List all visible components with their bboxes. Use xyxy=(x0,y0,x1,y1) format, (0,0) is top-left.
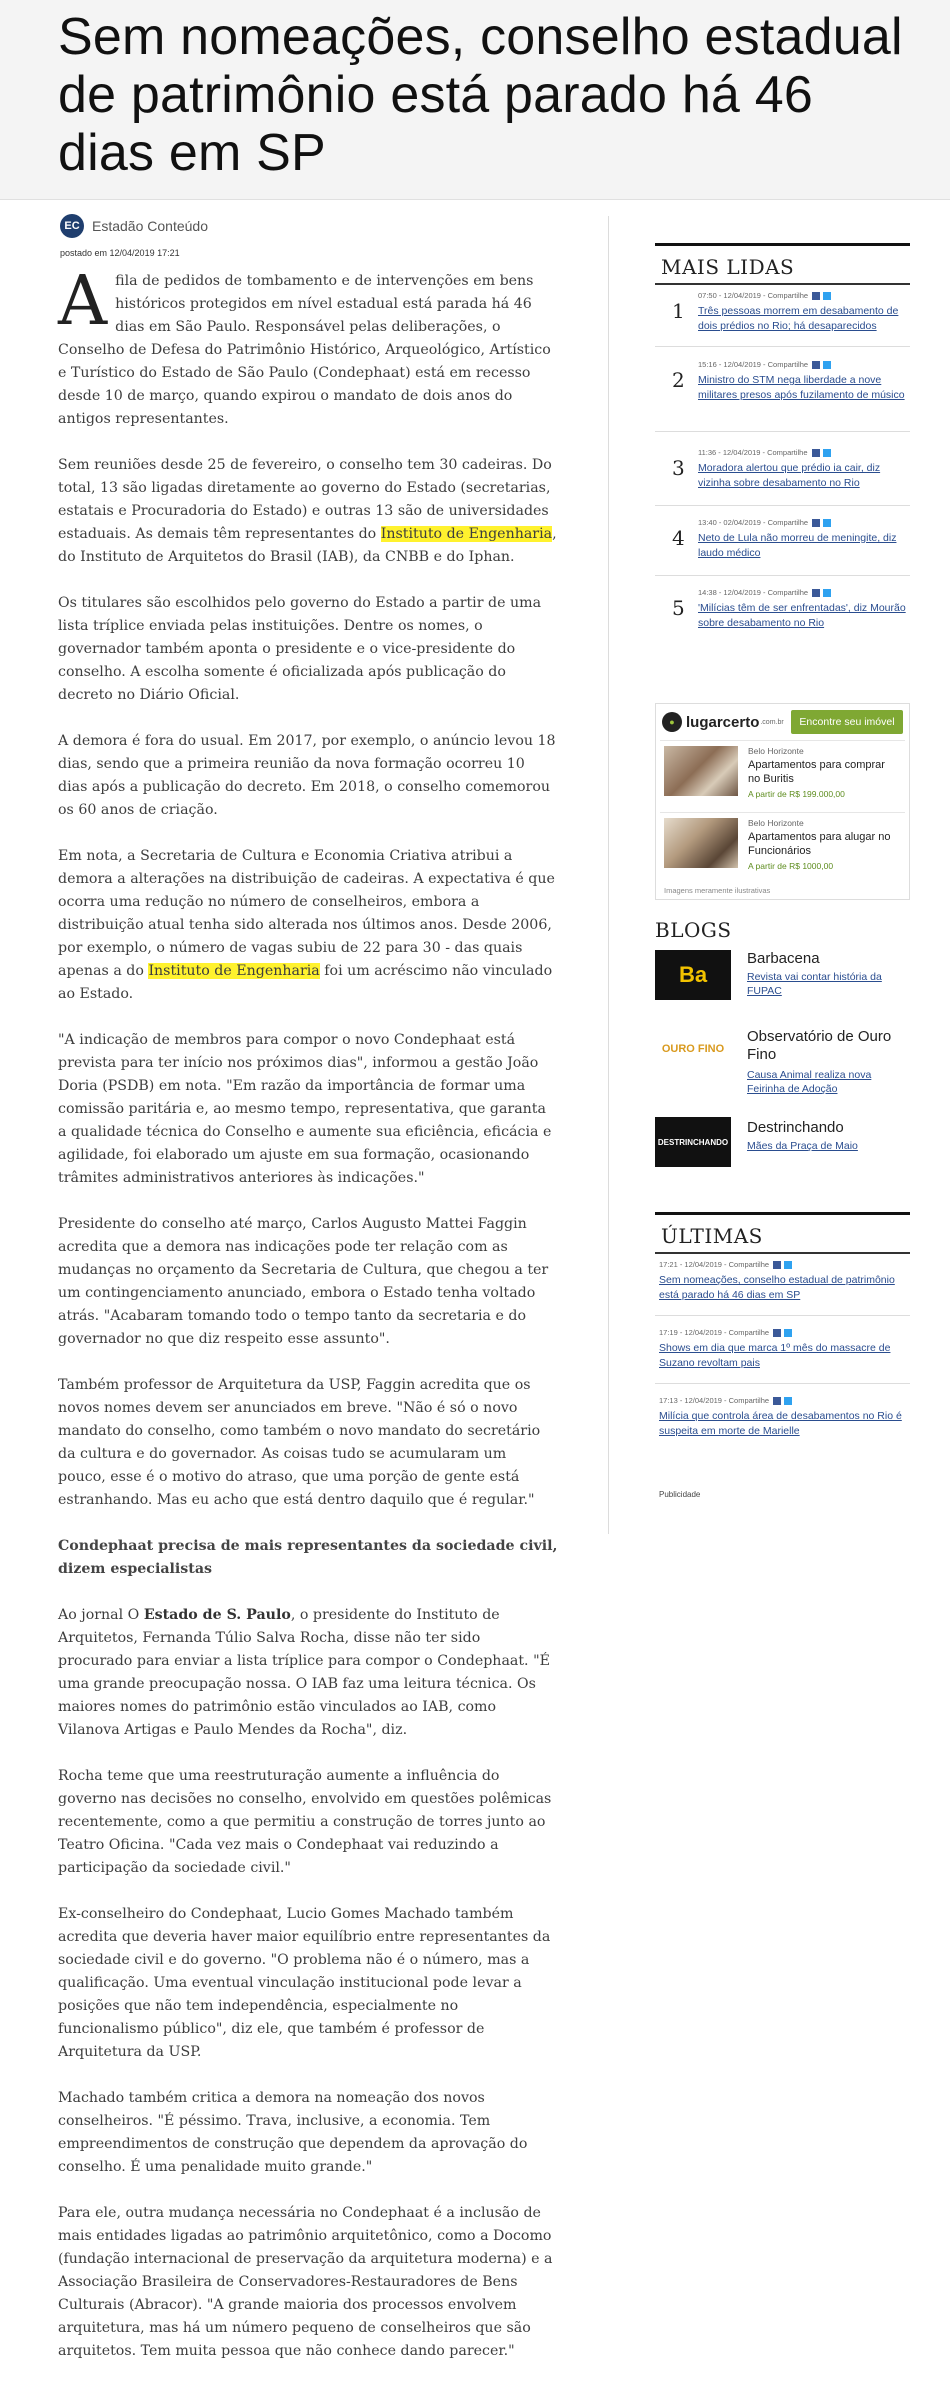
item-meta xyxy=(698,588,831,597)
blog-name[interactable]: Destrinchando xyxy=(747,1119,844,1136)
rank-number: 1 xyxy=(672,299,685,323)
blog-item[interactable] xyxy=(655,1117,910,1171)
blog-item[interactable] xyxy=(655,1028,910,1098)
twitter-icon[interactable] xyxy=(823,361,831,369)
column-divider xyxy=(608,216,609,1534)
lugarcerto-logo[interactable] xyxy=(662,712,784,732)
ad-disclaimer: Imagens meramente ilustrativas xyxy=(664,886,771,895)
paragraph: Ex-conselheiro do Condephaat, Lucio Gomes Machado também acredita que deveria haver maior equilíbrio entre representantes da sociedade civil e do governo. "O problema não é o número, mas a qualificação. Uma eventual vinculação institucional pode levar a posições que não tem independência, especialmente no funcionalismo público", diz ele, que também é professor de Arquitetura da USP. xyxy=(58,1906,551,2060)
latest-item[interactable] xyxy=(655,1390,910,1452)
twitter-icon[interactable] xyxy=(823,589,831,597)
twitter-icon[interactable] xyxy=(823,449,831,457)
blog-logo[interactable]: DESTRINCHANDO xyxy=(655,1117,731,1167)
item-meta xyxy=(659,1260,792,1269)
logo-domain: .com.br xyxy=(760,718,784,726)
most-read-title: MAIS LIDAS xyxy=(661,255,795,279)
latest-link[interactable]: Shows em dia que marca 1º mês do massacre de Suzano revoltam pais xyxy=(659,1342,891,1369)
item-meta xyxy=(659,1328,792,1337)
paragraph: Machado também critica a demora na nomeação dos novos conselheiros. "É péssimo. Trava, inclusive, a economia. Tem empreendimentos de construção que dependem da aprovação do conselho. É uma penalidade muito grande." xyxy=(58,2090,528,2175)
most-read-item[interactable] xyxy=(655,582,910,646)
most-read-link[interactable]: Três pessoas morrem em desabamento de dois prédios no Rio; há desaparecidos xyxy=(698,305,899,332)
meta-text: 14:38 - 12/04/2019 - Compartilhe xyxy=(698,588,809,597)
rank-number: 3 xyxy=(672,456,685,480)
logo-text: lugarcerto xyxy=(686,713,760,731)
blog-post-link[interactable]: Revista vai contar história da FUPAC xyxy=(747,971,882,997)
item-meta xyxy=(698,360,831,369)
latest-item[interactable] xyxy=(655,1254,910,1316)
blog-post-link[interactable]: Causa Animal realiza nova Feirinha de Adoção xyxy=(747,1069,872,1095)
highlight-link[interactable]: Instituto de Engenharia xyxy=(380,526,553,542)
most-read-item[interactable] xyxy=(655,354,910,432)
listing-city: Belo Horizonte xyxy=(748,818,804,828)
paragraph xyxy=(58,1604,558,1742)
item-meta xyxy=(698,448,831,457)
most-read-item[interactable] xyxy=(655,512,910,576)
twitter-icon[interactable] xyxy=(823,292,831,300)
paragraph-text: , o presidente do Instituto de Arquitetos, Fernanda Túlio Salva Rocha, disse não ter sido procurado para enviar a lista tríplice para compor o Condephaat. "É uma grande preocupação nossa. O IAB faz uma leitura técnica. Os maiores nomes do patrimônio estão vinculados ao IAB, como Vilanova Artigas e Paulo Mendes da Rocha", diz. xyxy=(58,1607,550,1738)
blogs-title: BLOGS xyxy=(655,918,732,942)
twitter-icon[interactable] xyxy=(823,519,831,527)
drop-cap: A xyxy=(58,262,108,341)
blog-name[interactable]: Observatório de Ouro Fino xyxy=(747,1028,892,1063)
rank-number: 2 xyxy=(672,368,685,392)
facebook-icon[interactable] xyxy=(812,361,820,369)
paragraph: A demora é fora do usual. Em 2017, por exemplo, o anúncio levou 18 dias, sendo que a primeira reunião da nova formação ocorreu 10 dias após a publicação do decreto. Em 2018, o conselho comemorou os 60 anos de criação. xyxy=(58,733,556,818)
most-read-link[interactable]: Neto de Lula não morreu de meningite, diz laudo médico xyxy=(698,532,897,559)
advertising-label: Publicidade xyxy=(659,1490,701,1499)
blog-logo[interactable]: OURO FINO xyxy=(655,1030,731,1068)
divider xyxy=(660,740,905,741)
divider xyxy=(660,812,905,813)
meta-text: 13:40 - 02/04/2019 - Compartilhe xyxy=(698,518,809,527)
listing-title[interactable]: Apartamentos para comprar no Buritis xyxy=(748,759,885,785)
meta-text: 15:16 - 12/04/2019 - Compartilhe xyxy=(698,360,809,369)
ad-listing[interactable] xyxy=(664,746,904,808)
blog-post-link[interactable]: Mães da Praça de Maio xyxy=(747,1140,858,1152)
paragraph xyxy=(58,262,558,431)
meta-text: 17:21 - 12/04/2019 - Compartilhe xyxy=(659,1260,770,1269)
pin-icon: ● xyxy=(662,712,682,732)
real-estate-ad[interactable] xyxy=(655,703,910,900)
listing-price: A partir de R$ 199.000,00 xyxy=(748,789,845,799)
paragraph-text: Em nota, a Secretaria de Cultura e Economia Criativa atribui a demora a alterações na distribuição de cadeiras. A expectativa é que ocorra uma redução no número de conselheiros, embora a distribuição atual tenha sido alterada nos últimos anos. Desde 2006, por exemplo, o número de vagas subiu de 22 para 30 - das quais apenas a do xyxy=(58,848,555,979)
meta-text: 11:36 - 12/04/2019 - Compartilhe xyxy=(698,448,808,457)
latest-title: ÚLTIMAS xyxy=(661,1224,763,1248)
headline-banner xyxy=(0,0,950,200)
blog-item[interactable] xyxy=(655,950,910,1006)
latest-link[interactable]: Sem nomeações, conselho estadual de patrimônio está parado há 46 dias em SP xyxy=(659,1274,895,1301)
paragraph xyxy=(58,454,558,569)
paragraph xyxy=(58,845,558,1006)
paragraph-text: Sem reuniões desde 25 de fevereiro, o conselho tem 30 cadeiras. Do total, 13 são ligadas diretamente ao governo do Estado (secretarias, estatais e Procuradoria do Estado) e outras 13 são de universidades estaduais. As demais têm representantes do xyxy=(58,457,552,542)
rank-number: 5 xyxy=(672,596,685,620)
facebook-icon[interactable] xyxy=(812,519,820,527)
item-meta xyxy=(698,518,831,527)
twitter-icon[interactable] xyxy=(784,1261,792,1269)
rank-number: 4 xyxy=(672,526,685,550)
item-meta xyxy=(659,1396,792,1405)
most-read-link[interactable]: Moradora alertou que prédio ia cair, diz vizinha sobre desabamento no Rio xyxy=(698,462,881,489)
facebook-icon[interactable] xyxy=(812,589,820,597)
twitter-icon[interactable] xyxy=(784,1397,792,1405)
paragraph-text: , do Instituto de Arquitetos do Brasil (IAB), da CNBB e do Iphan. xyxy=(58,526,557,565)
agency-logo: EC xyxy=(60,214,84,238)
listing-city: Belo Horizonte xyxy=(748,746,804,756)
article-subhead: Condephaat precisa de mais representantes da sociedade civil, dizem especialistas xyxy=(58,1538,558,1577)
meta-text: 07:50 - 12/04/2019 - Compartilhe xyxy=(698,291,809,300)
most-read-item[interactable] xyxy=(655,442,910,506)
post-date: postado em 12/04/2019 17:21 xyxy=(60,248,180,258)
listing-photo[interactable] xyxy=(664,818,738,868)
listing-photo[interactable] xyxy=(664,746,738,796)
section-rule xyxy=(655,243,910,246)
latest-link[interactable]: Milícia que controla área de desabamentos no Rio é suspeita em morte de Marielle xyxy=(659,1410,902,1437)
paragraph: Presidente do conselho até março, Carlos Augusto Mattei Faggin acredita que a demora nas indicações pode ter relação com as mudanças no orçamento da Secretaria de Cultura, que chegou a ter um contingenciamento anunciado, embora o Estado tenha voltado atrás. "Acabaram tomando todo o tempo tanto da secretaria e do governador no que diz respeito esse assunto". xyxy=(58,1216,549,1347)
highlight-link[interactable]: Instituto de Engenharia xyxy=(148,963,320,979)
paragraph: "A indicação de membros para compor o novo Condephaat está prevista para ter início nos próximos dias", informou a gestão João Doria (PSDB) em nota. "Em razão da importância de formar uma comissão paritária e, ao mesmo tempo, representativa, que garanta a qualidade técnica do Conselho e aumente sua eficiência, eficácia e agilidade, foi elaborado um ajuste em sua formação, ocasionando trâmites administrativos anteriores às indicações." xyxy=(58,1032,552,1186)
ad-listing[interactable] xyxy=(664,818,904,880)
facebook-icon[interactable] xyxy=(773,1329,781,1337)
author-name[interactable]: Estadão Conteúdo xyxy=(92,218,208,234)
section-rule xyxy=(655,1212,910,1215)
most-read-item[interactable] xyxy=(655,285,910,347)
paragraph-text: fila de pedidos de tombamento e de intervenções em bens históricos protegidos em nível estadual está parada há 46 dias em São Paulo. Responsável pelas deliberações, o Conselho de Defesa do Patrimônio Histórico, Arqueológico, Artístico e Turístico do Estado de São Paulo (Condephaat) está em recesso desde 10 de março, quando expirou o mandato de dois anos do antigos representantes. xyxy=(58,273,551,427)
meta-text: 17:19 - 12/04/2019 - Compartilhe xyxy=(659,1328,770,1337)
blog-logo[interactable]: Ba xyxy=(655,950,731,1000)
most-read-link[interactable]: Ministro do STM nega liberdade a nove militares presos após fuzilamento de músico xyxy=(698,374,905,401)
paragraph: Para ele, outra mudança necessária no Condephaat é a inclusão de mais entidades ligadas ao patrimônio arquitetônico, como a Docomo (fundação internacional de preservação da arquitetura moderna) e a Associação Brasileira de Conservadores-Restauradores de Bens Culturais (Abracor). "A grande maioria dos processos envolvem arquitetura, mas há um número pequeno de conselheiros que são arquitetos. Tem muita pessoa que não conhece dando parecer." xyxy=(58,2205,553,2359)
page-title: Sem nomeações, conselho estadual de patrimônio está parado há 46 dias em SP xyxy=(58,8,903,182)
facebook-icon[interactable] xyxy=(773,1261,781,1269)
latest-item[interactable] xyxy=(655,1322,910,1384)
facebook-icon[interactable] xyxy=(812,292,820,300)
blog-name[interactable]: Barbacena xyxy=(747,950,820,967)
find-property-button[interactable]: Encontre seu imóvel xyxy=(791,710,903,734)
paragraph: Também professor de Arquitetura da USP, Faggin acredita que os novos nomes devem ser anunciados em breve. "Não é só o novo mandato do conselho, como também o novo mandato do secretário da cultura e do governador. As coisas tudo se acumularam um pouco, esse é o motivo do atraso, que uma porção de gente está estranhando. Mas eu acho que está dentro daquilo que é regular." xyxy=(58,1377,541,1508)
paragraph-text: Ao jornal O xyxy=(58,1607,144,1623)
meta-text: 17:13 - 12/04/2019 - Compartilhe xyxy=(659,1396,770,1405)
facebook-icon[interactable] xyxy=(812,449,820,457)
listing-price: A partir de R$ 1000,00 xyxy=(748,861,834,871)
paragraph: Os titulares são escolhidos pelo governo do Estado a partir de uma lista tríplice enviada pelas instituições. Dentre os nomes, o governador também aponta o presidente e o vice-presidente do conselho. A escolha somente é oficializada após publicação do decreto no Diário Oficial. xyxy=(58,595,542,703)
item-meta xyxy=(698,291,831,300)
listing-title[interactable]: Apartamentos para alugar no Funcionários xyxy=(748,831,891,857)
paragraph: Rocha teme que uma reestruturação aumente a influência do governo nas decisões no conselho, envolvido em questões polêmicas recentemente, como a que permitiu a construção de torres junto ao Teatro Oficina. "Cada vez mais o Condephaat vai reduzindo a participação da sociedade civil." xyxy=(58,1768,552,1876)
facebook-icon[interactable] xyxy=(773,1397,781,1405)
paragraph-text: foi um acréscimo não vinculado ao Estado. xyxy=(58,963,553,1002)
most-read-link[interactable]: 'Milícias têm de ser enfrentadas', diz Mourão sobre desabamento no Rio xyxy=(698,602,906,629)
ad-header xyxy=(660,708,905,736)
twitter-icon[interactable] xyxy=(784,1329,792,1337)
byline xyxy=(60,214,208,238)
article-body xyxy=(58,262,558,2386)
newspaper-name: Estado de S. Paulo xyxy=(143,1607,291,1623)
